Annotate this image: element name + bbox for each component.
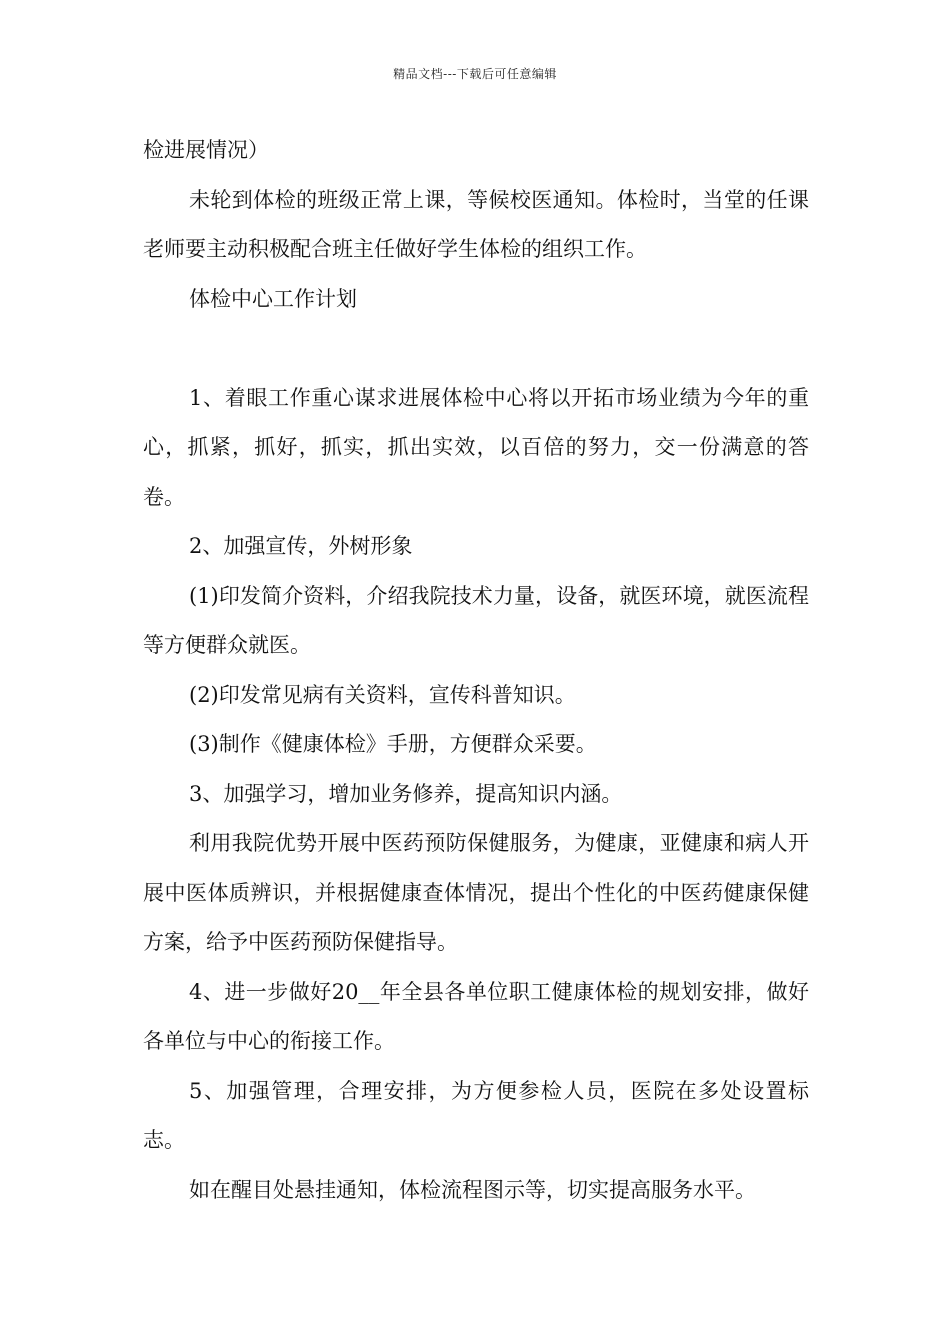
paragraph-service-level: 如在醒目处悬挂通知，体检流程图示等，切实提高服务水平。 [189,1177,756,1202]
paragraph-continuation: 检进展情况） [143,138,269,162]
paragraph-subitem-1: (1)印发简介资料，介绍我院技术力量，设备，就医环境，就医流程等方便群众就医。 [143,583,809,657]
paragraph-item-4: 4、进一步做好20__年全县各单位职工健康体检的规划安排，做好各单位与中心的衔接工作。 [143,979,809,1053]
blank-line [143,324,809,374]
paragraph-item-5: 5、加强管理，合理安排，为方便参检人员，医院在多处设置标志。 [143,1078,809,1152]
document-body [143,126,809,1215]
section-heading: 体检中心工作计划 [189,286,357,311]
paragraph-tcm-service: 利用我院优势开展中医药预防保健服务，为健康，亚健康和病人开展中医体质辨识，并根据健康查体情况，提出个性化的中医药健康保健方案，给予中医药预防保健指导。 [143,831,809,954]
paragraph-class-schedule: 未轮到体检的班级正常上课，等候校医通知。体检时，当堂的任课老师要主动积极配合班主任做好学生体检的组织工作。 [143,187,809,261]
paragraph-item-3: 3、加强学习，增加业务修养，提高知识内涵。 [189,781,623,806]
paragraph-subitem-3: (3)制作《健康体检》手册，方便群众采要。 [189,732,597,756]
paragraph-item-2: 2、加强宣传，外树形象 [189,534,413,558]
paragraph-subitem-2: (2)印发常见病有关资料，宣传科普知识。 [189,682,576,707]
page-header: 精品文档---下载后可任意编辑 [393,67,557,81]
paragraph-item-1: 1、着眼工作重心谋求进展体检中心将以开拓市场业绩为今年的重心，抓紧，抓好，抓实，抓出实效，以百倍的努力，交一份满意的答卷。 [143,385,809,509]
